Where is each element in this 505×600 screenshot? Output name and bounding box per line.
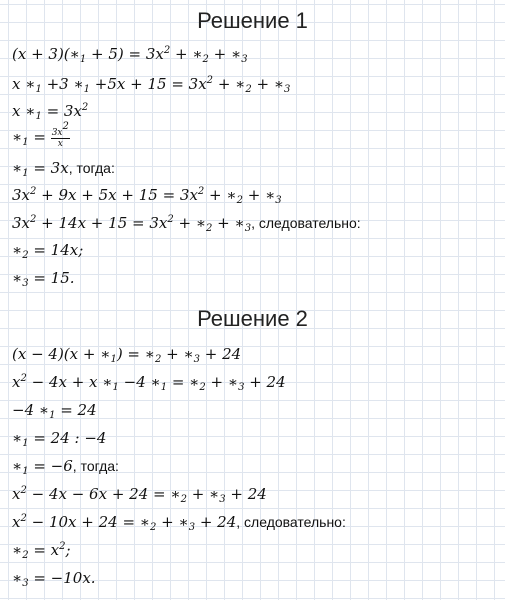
solution-2-line-6: $x^2 - 4x - 6x + 24$ = $∗_2$ + $∗_3 + 24$ <box>12 485 267 505</box>
solution-2-line-9: $∗_3 = -10x$. <box>12 569 96 589</box>
solution-2-line-2: $x^2 - 4x + x$ $∗_1 -4$ $∗_1$ = $∗_2$ + $∗_3 + 24$ <box>12 373 286 393</box>
solution-1-line-1: $(x + 3)(∗_1 + 5) = 3x^2$ + $∗_2$ + $∗_3$ <box>12 45 248 65</box>
fraction: $\frac{3x^2}{x}$ <box>51 121 69 149</box>
solution-2-line-5: $∗_1 = -6$, тогда: <box>12 457 119 477</box>
solution-2-line-1: $(x - 4)(x + ∗_1)$ = $∗_2$ + $∗_3 + 24$ <box>12 345 242 365</box>
solution-2-line-8: $∗_2 = x^2$; <box>12 541 71 561</box>
solution-1-line-5: $∗_1 = 3x$, тогда: <box>12 159 115 179</box>
solution-1-line-9: $∗_3 = 15$. <box>12 269 75 289</box>
solution-1-line-8: $∗_2 = 14x$; <box>12 241 84 261</box>
solution-2-line-4: $∗_1 = 24$ : −4 <box>12 429 107 449</box>
solution-1-line-3: x $∗_1 = 3x^2$ <box>12 102 89 122</box>
solution-2-line-3: −4 $∗_1 = 24$ <box>12 401 97 421</box>
solution-1-heading: Решение 1 <box>197 8 308 33</box>
solution-1-line-7: $3x^2 + 14x + 15 = 3x^2$ + $∗_2$ + $∗_3$, следовательно: <box>12 214 361 234</box>
solution-2-heading: Решение 2 <box>197 306 308 331</box>
solution-1-line-4: $∗_1$ = $\frac{3x^2}{x}$ <box>12 121 69 149</box>
solution-2-therefore-text: , следовательно: <box>236 514 346 530</box>
solution-1-therefore-text: , следовательно: <box>251 215 361 231</box>
solution-1-then-text: , тогда: <box>68 160 115 176</box>
solution-1-line-2: x $∗_1 +3$ $∗_1 +5x + 15 = 3x^2$ + $∗_2$ + $∗_3$ <box>12 75 291 95</box>
solution-1-line-6: $3x^2 + 9x + 5x + 15 = 3x^2$ + $∗_2$ + $∗_3$ <box>12 186 282 206</box>
solution-2-line-7: $x^2 - 10x + 24$ = $∗_2$ + $∗_3 + 24$, следовательно: <box>12 513 346 533</box>
solution-2-then-text: , тогда: <box>72 458 119 474</box>
